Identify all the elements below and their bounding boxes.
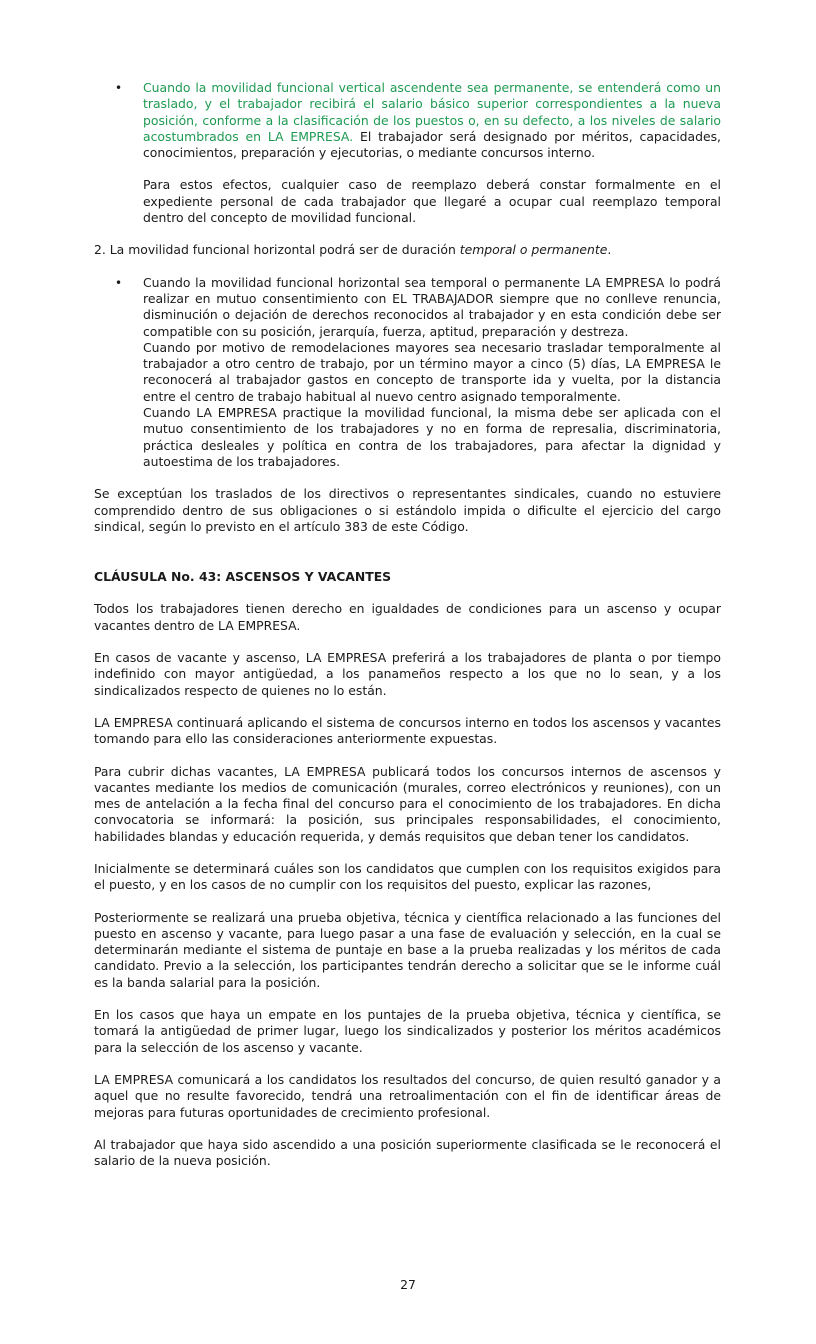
horizontal-paragraph-2: Cuando por motivo de remodelaciones mayores sea necesario trasladar temporalmente al trabajador a otro centro de trabajo, por un término mayor a cinco (5) días, LA EMPRESA le reconocerá al trabajador gastos en concepto de transporte ida y vuelta, por la distancia entre el centro de trabajo habitual al nuevo centro asignado temporalmente. [143, 339, 721, 404]
clause-heading: CLÁUSULA No. 43: ASCENSOS Y VACANTES [94, 569, 392, 585]
clause-paragraph-5: Inicialmente se determinará cuáles son los candidatos que cumplen con los requisitos exigidos para el puesto, y en los casos de no cumplir con los requisitos del puesto, explicar las razones, [94, 860, 721, 893]
clause-paragraph-4: Para cubrir dichas vacantes, LA EMPRESA publicará todos los concursos internos de ascensos y vacantes mediante los medios de comunicación (murales, correo electrónicos y reuniones), con un mes de antelación a la fecha final del concurso para el conocimiento de los trabajadores. En dicha convocatoria se informará: la posición, sus principales responsabilidades, el conocimiento, habilidades blandas y educación requerida, y demás requisitos que deban tener los candidatos. [94, 763, 721, 844]
item-2-end: . [607, 242, 612, 258]
clause-paragraph-3: LA EMPRESA continuará aplicando el sistema de concursos interno en todos los ascensos y vacantes tomando para ello las consideraciones anteriormente expuestas. [94, 714, 721, 747]
highlighted-text: Cuando la movilidad funcional vertical ascendente sea permanente, se entenderá como un traslado, y el trabajador recibirá el salario básico superior correspondientes a la nueva posición, conforme a la clasificación de los puestos o, en su defecto, a los niveles de salario acostumbrados en LA EMPRESA. [143, 80, 721, 144]
bullet-item-horizontal [94, 275, 721, 471]
exception-paragraph: Se exceptúan los traslados de los directivos o representantes sindicales, cuando no estuviere comprendido dentro de sus obligaciones o si estándolo impida o dificulte el ejercicio del cargo sindical, según lo previsto en el artículo 383 de este Código. [94, 486, 721, 534]
clause-paragraph-6: Posteriormente se realizará una prueba objetiva, técnica y científica relacionado a las funciones del puesto en ascenso y vacante, para luego pasar a una fase de evaluación y selección, en la cual se determinarán mediante el sistema de puntaje en base a la prueba realizadas y los méritos de cada candidato. Previo a la selección, los participantes tendrán derecho a solicitar que se le informe cuál es la banda salarial para la posición. [94, 909, 721, 990]
clause-paragraph-9: Al trabajador que haya sido ascendido a una posición superiormente clasificada se le reconocerá el salario de la nueva posición. [94, 1136, 721, 1169]
clause-paragraph-2: En casos de vacante y ascenso, LA EMPRESA preferirá a los trabajadores de planta o por tiempo indefinido con mayor antigüedad, a los panameños respecto a los que no lo sean, y a los sindicalizados respecto de quienes no lo están. [94, 650, 721, 698]
item-2-text: 2. La movilidad funcional horizontal podrá ser de duración [94, 242, 460, 258]
horizontal-paragraph-3: Cuando LA EMPRESA practique la movilidad funcional, la misma debe ser aplicada con el mutuo consentimiento de los trabajadores y no en forma de represalia, discriminatoria, práctica desleales y política en contra de los trabajadores, para afectar la dignidad y autoestima de los trabajadores. [143, 405, 721, 469]
bullet-item-vertical [94, 80, 721, 226]
item-2-paragraph [94, 242, 721, 258]
clause-paragraph-8: LA EMPRESA comunicará a los candidatos los resultados del concurso, de quien resultó ganador y a aquel que no resulte favorecido, tendrá una retroalimentación con el fin de identificar áreas de mejoras para futuras oportunidades de crecimiento profesional. [94, 1071, 721, 1120]
bullet-icon: • [115, 81, 123, 95]
clause-paragraph-1: Todos los trabajadores tienen derecho en igualdades de condiciones para un ascenso y ocupar vacantes dentro de LA EMPRESA. [94, 601, 721, 633]
vertical-mobility-paragraph [143, 80, 721, 161]
paragraph-text: El trabajador será designado por méritos, capacidades, conocimientos, preparación y ejecutorias, o mediante concursos interno. [143, 128, 721, 161]
replacement-note: Para estos efectos, cualquier caso de reemplazo deberá constar formalmente en el expediente personal de cada trabajador que llegaré a ocupar cual reemplazo temporal dentro del concepto de movilidad funcional. [143, 177, 721, 226]
page-number: 27 [400, 1277, 416, 1292]
item-2-italic: temporal o permanente [459, 242, 608, 258]
document-body [94, 80, 721, 1169]
clause-paragraph-7: En los casos que haya un empate en los puntajes de la prueba objetiva, técnica y científica, se tomará la antigüedad de primer lugar, luego los sindicalizados y posterior los méritos académicos para la selección de los ascenso y vacante. [94, 1007, 721, 1055]
horizontal-paragraph-1: Cuando la movilidad funcional horizontal sea temporal o permanente LA EMPRESA lo podrá realizar en mutuo consentimiento con EL TRABAJADOR siempre que no conlleve renuncia, disminución o dejación de derechos reconocidos al trabajador y en esta condición debe ser compatible con su posición, jerarquía, fuerza, aptitud, preparación y destreza. [143, 274, 721, 339]
bullet-icon: • [115, 275, 123, 290]
